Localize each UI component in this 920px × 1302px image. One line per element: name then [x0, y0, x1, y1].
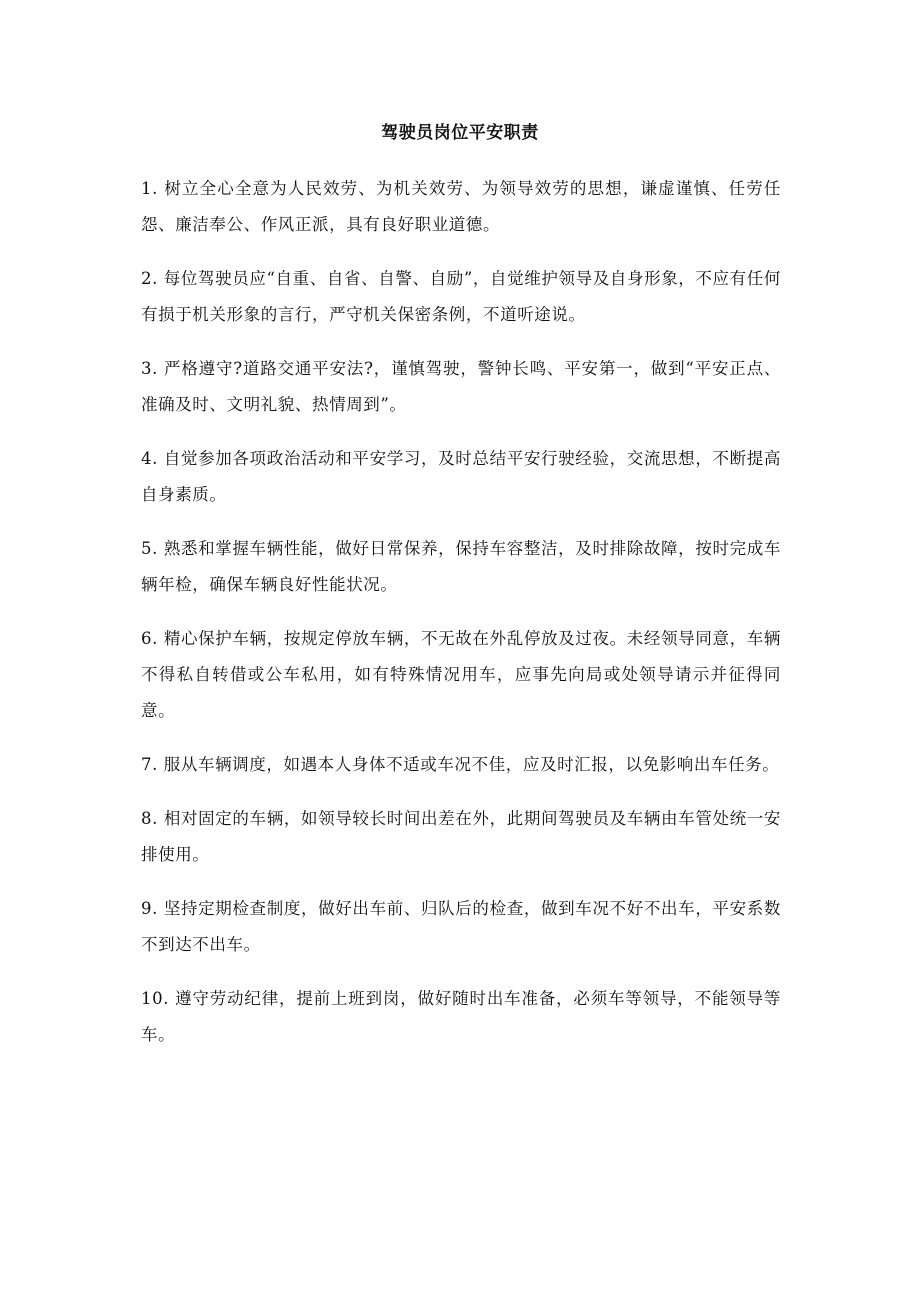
duty-list [141, 171, 781, 1071]
duty-item-10: 10. 遵守劳动纪律，提前上班到岗，做好随时出车准备，必须车等领导，不能领导等车。 [141, 989, 781, 1044]
duty-item-3: 3. 严格遵守?道路交通平安法?，谨慎驾驶，警钟长鸣、平安第一，做到“平安正点、准确及时、文明礼貌、热情周到”。 [141, 359, 781, 414]
duty-item-7: 7. 服从车辆调度，如遇本人身体不适或车况不佳，应及时汇报，以免影响出车任务。 [141, 755, 780, 774]
duty-item-9: 9. 坚持定期检查制度，做好出车前、归队后的检查，做到车况不好不出车，平安系数不到达不出车。 [141, 899, 781, 954]
duty-item-6: 6. 精心保护车辆，按规定停放车辆，不无故在外乱停放及过夜。未经领导同意，车辆不得私自转借或公车私用，如有特殊情况用车，应事先向局或处领导请示并征得同意。 [141, 629, 781, 720]
document-title: 驾驶员岗位平安职责 [381, 123, 539, 143]
duty-item-4: 4. 自觉参加各项政治活动和平安学习，及时总结平安行驶经验，交流思想，不断提高自身素质。 [141, 449, 781, 504]
duty-item-8: 8. 相对固定的车辆，如领导较长时间出差在外，此期间驾驶员及车辆由车管处统一安排使用。 [141, 809, 781, 864]
duty-item-2: 2. 每位驾驶员应“自重、自省、自警、自励”，自觉维护领导及自身形象，不应有任何有损于机关形象的言行，严守机关保密条例，不道听途说。 [141, 269, 781, 324]
duty-item-5: 5. 熟悉和掌握车辆性能，做好日常保养，保持车容整洁，及时排除故障，按时完成车辆年检，确保车辆良好性能状况。 [141, 539, 781, 594]
duty-item-1: 1. 树立全心全意为人民效劳、为机关效劳、为领导效劳的思想，谦虚谨慎、任劳任怨、廉洁奉公、作风正派，具有良好职业道德。 [141, 179, 781, 234]
